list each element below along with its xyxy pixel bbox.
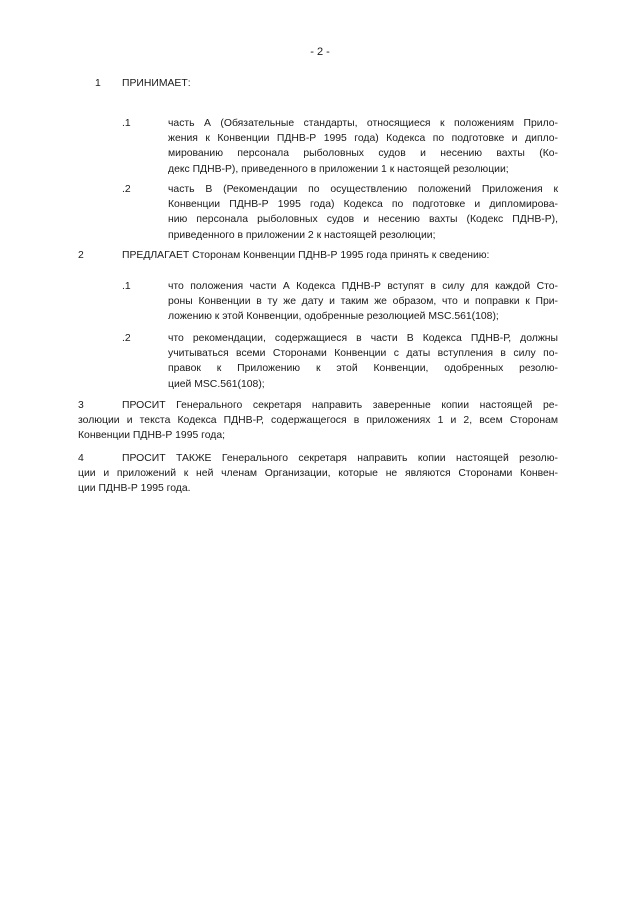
item-number: .2: [122, 333, 131, 344]
text-line: ции ПДНВ-Р 1995 года.: [78, 483, 191, 495]
text-line: приведенного в приложении 2 к настоящей резолюции;: [168, 229, 436, 241]
text-line: ПРОСИТ Генерального секретаря направить заверенные копии настоящей ре-: [122, 400, 558, 411]
section-paragraph: [78, 398, 558, 413]
text-line: часть А (Обязательные стандарты, относящиеся к положениям Прило-: [168, 118, 558, 129]
item-number: .1: [122, 281, 131, 292]
text-line: ПРОСИТ ТАКЖЕ Генерального секретаря направить копии настоящей резолю-: [122, 453, 558, 464]
item-number: .1: [122, 118, 131, 129]
text-line: мированию персонала рыболовных судов и несению вахты (Ко-: [168, 148, 558, 160]
section-paragraph-continued: [78, 413, 558, 443]
text-line: нию персонала рыболовных судов и несению вахты (Кодекс ПДНВ-Р),: [168, 214, 558, 226]
text-line: правок к Приложению к этой Конвенции, одобренных резолю-: [168, 363, 558, 375]
section-number: 4: [78, 453, 84, 464]
text-line: цией MSC.561(108);: [168, 378, 265, 390]
page-number: - 2 -: [310, 46, 330, 58]
text-line: учитываться всеми Сторонами Конвенции с даты вступления в силу по-: [168, 348, 558, 360]
item-paragraph: [168, 182, 558, 243]
text-line: декс ПДНВ-Р), приведенного в приложении 1 к настоящей резолюции;: [168, 163, 509, 175]
section-number: 2: [78, 250, 84, 261]
text-line: Конвенции ПДНВ-Р 1995 года) Кодекса по подготовке и дипломирова-: [168, 199, 558, 211]
text-line: ции и приложений к ней членам Организации, которые не являются Сторонами Конвен-: [78, 468, 558, 479]
text-line: жения к Конвенции ПДНВ-Р 1995 года) Кодекса по подготовке и дипло-: [168, 133, 558, 145]
text-line: золюции и текста Кодекса ПДНВ-Р, содержащегося в приложениях 1 и 2, всем Сторонам: [78, 415, 558, 426]
section-number: 1: [95, 78, 101, 89]
text-line: роны Конвенции в ту же дату и таким же образом, что и поправки к При-: [168, 296, 558, 308]
item-paragraph: [168, 279, 558, 325]
section-paragraph-continued: [78, 466, 558, 496]
item-paragraph: [168, 116, 558, 177]
text-line: что положения части А Кодекса ПДНВ-Р вступят в силу для каждой Сто-: [168, 281, 558, 292]
section-number: 3: [78, 400, 84, 411]
item-number: .2: [122, 184, 131, 195]
text-line: Конвенции ПДНВ-Р 1995 года;: [78, 430, 225, 442]
section-lead: ПРЕДЛАГАЕТ Сторонам Конвенции ПДНВ-Р 1995 года принять к сведению:: [122, 250, 490, 261]
text-line: ложению к этой Конвенции, одобренные резолюцией MSC.561(108);: [168, 311, 499, 323]
section-paragraph: [78, 451, 558, 466]
section-lead: ПРИНИМАЕТ:: [122, 78, 191, 89]
item-paragraph: [168, 331, 558, 392]
text-line: что рекомендации, содержащиеся в части В Кодекса ПДНВ-Р, должны: [168, 333, 558, 344]
text-line: часть В (Рекомендации по осуществлению положений Приложения к: [168, 184, 558, 195]
